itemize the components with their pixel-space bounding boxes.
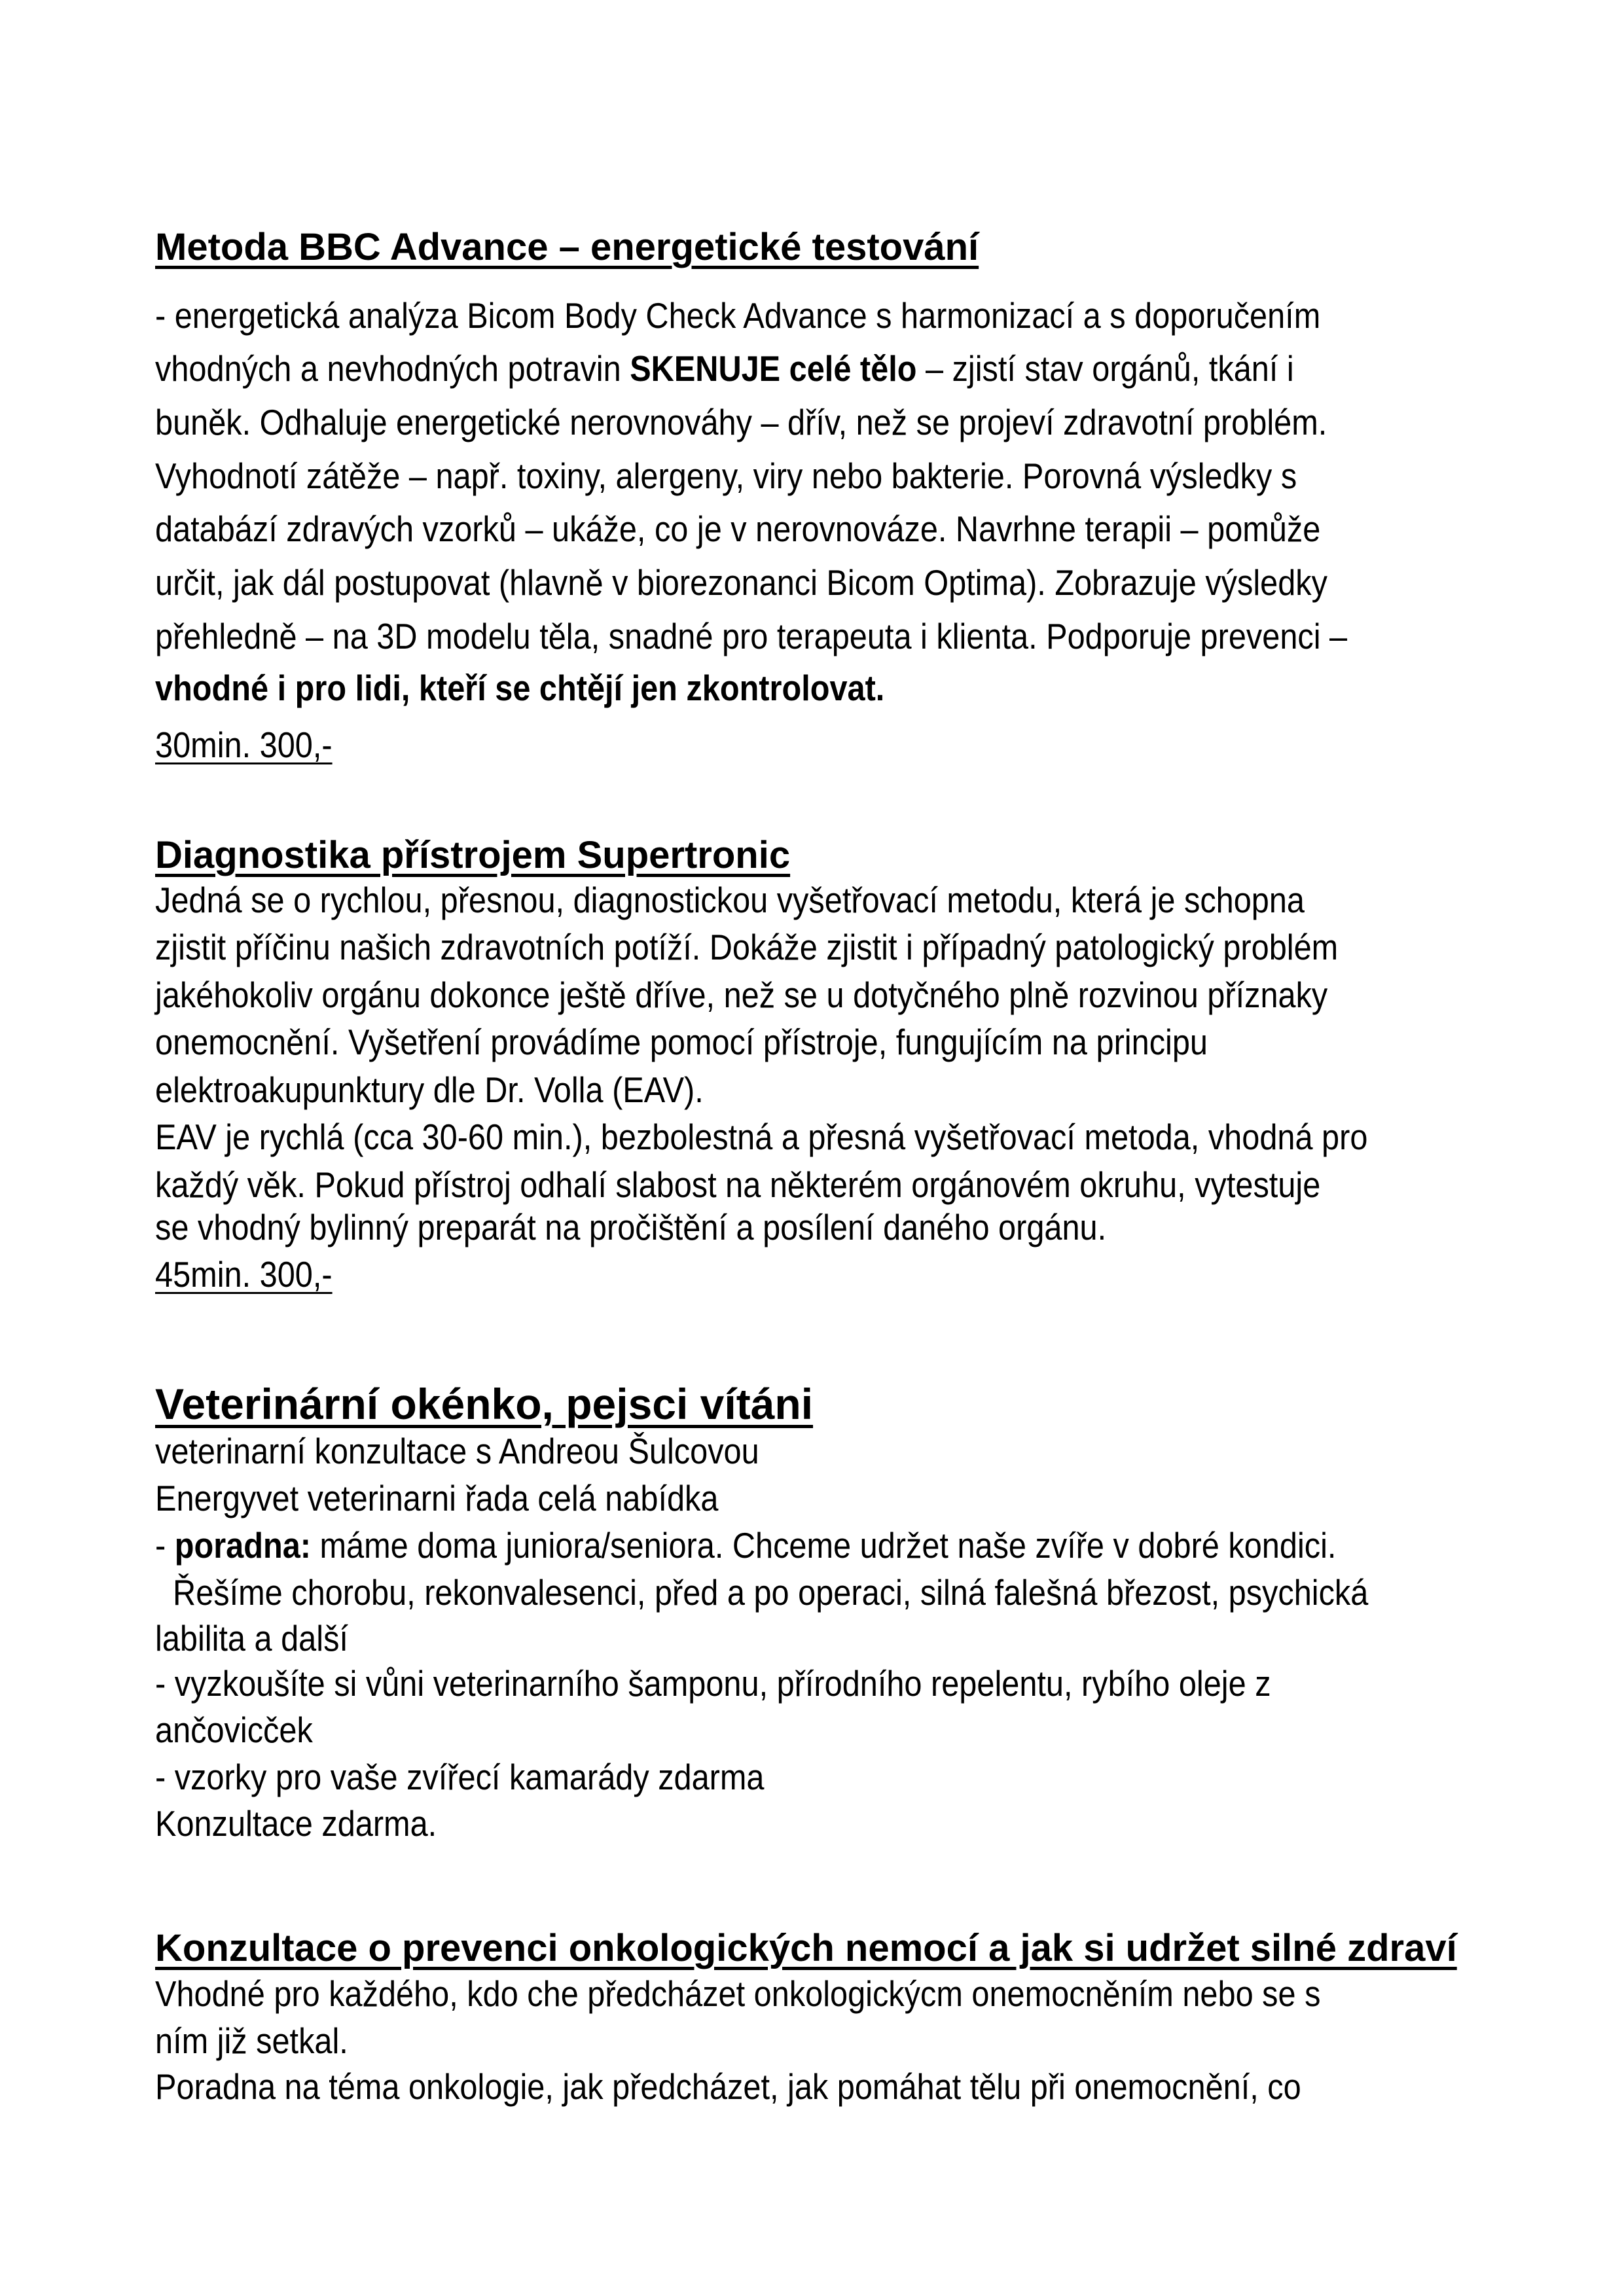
body-line: jakéhokoliv orgánu dokonce ještě dříve, než se u dotyčného plně rozvinou příznaky (155, 975, 1328, 1015)
section-heading-veterinary: Veterinární okénko, pejsci vítáni (155, 1380, 814, 1428)
body-line: ním již setkal. (155, 2020, 348, 2061)
price-supertronic: 45min. 300,- (155, 1254, 333, 1295)
body-line: Energyvet veterinarni řada celá nabídka (155, 1478, 719, 1518)
body-text: – zjistí stav orgánů, tkání i (916, 348, 1294, 389)
section-heading-bbc-advance: Metoda BBC Advance – energetické testování (155, 226, 979, 268)
section-heading-supertronic: Diagnostika přístrojem Supertronic (155, 834, 791, 876)
body-line: zjistit příčinu našich zdravotních potíží. Dokáže zjistit i případný patologický problém (155, 927, 1339, 967)
body-line: Poradna na téma onkologie, jak předcházet, jak pomáhat tělu při onemocnění, co (155, 2066, 1301, 2107)
body-line: elektroakupunktury dle Dr. Volla (EAV). (155, 1069, 704, 1110)
bold-text: SKENUJE celé tělo (630, 348, 917, 389)
body-line: databází zdravých vzorků – ukáže, co je v nerovnováze. Navrhne terapii – pomůže (155, 509, 1321, 549)
price-bbc-advance: 30min. 300,- (155, 725, 333, 765)
body-line: EAV je rychlá (cca 30-60 min.), bezbolestná a přesná vyšetřovací metoda, vhodná pro (155, 1117, 1368, 1157)
body-line: určit, jak dál postupovat (hlavně v biorezonanci Bicom Optima). Zobrazuje výsledky (155, 562, 1327, 603)
body-line: - vzorky pro vaše zvířecí kamarády zdarma (155, 1757, 765, 1797)
body-line: Konzultace zdarma. (155, 1803, 437, 1844)
body-line: - vyzkoušíte si vůni veterinarního šamponu, přírodního repelentu, rybího oleje z (155, 1663, 1271, 1704)
body-line: ančovicček (155, 1710, 313, 1750)
body-text: vhodných a nevhodných potravin (155, 348, 630, 389)
body-line: přehledně – na 3D modelu těla, snadné pro terapeuta i klienta. Podporuje prevenci – (155, 616, 1348, 656)
body-line: onemocnění. Vyšetření provádíme pomocí přístroje, fungujícím na principu (155, 1022, 1208, 1062)
bold-text: poradna: (174, 1525, 311, 1566)
body-text: máme doma juniora/seniora. Chceme udržet naše zvíře v dobré kondici. (310, 1525, 1337, 1566)
body-line: Vhodné pro každého, kdo che předcházet onkologickýcm onemocněním nebo se s (155, 1973, 1321, 2014)
body-text: - (155, 1525, 175, 1566)
body-line: veterinarní konzultace s Andreou Šulcovou (155, 1431, 759, 1471)
section-heading-oncology: Konzultace o prevenci onkologických nemocí a jak si udržet silné zdraví (155, 1927, 1457, 1969)
body-line-bold: vhodné i pro lidi, kteří se chtějí jen zkontrolovat. (155, 668, 885, 708)
body-line: - energetická analýza Bicom Body Check Advance s harmonizací a s doporučením (155, 295, 1321, 336)
body-line: buněk. Odhaluje energetické nerovnováhy – dřív, než se projeví zdravotní problém. (155, 402, 1327, 442)
body-line: se vhodný bylinný preparát na pročištění a posílení daného orgánu. (155, 1207, 1107, 1247)
body-line (155, 1525, 1337, 1566)
body-line: každý věk. Pokud přístroj odhalí slabost na některém orgánovém okruhu, vytestuje (155, 1164, 1321, 1205)
body-line: Vyhodnotí zátěže – např. toxiny, alergeny, viry nebo bakterie. Porovná výsledky s (155, 456, 1297, 496)
body-line: Jedná se o rychlou, přesnou, diagnostickou vyšetřovací metodu, která je schopna (155, 880, 1305, 920)
body-line (155, 348, 1294, 389)
body-line: labilita a další (155, 1618, 348, 1659)
body-line: Řešíme chorobu, rekonvalesenci, před a po operaci, silná falešná březost, psychická (155, 1572, 1369, 1613)
